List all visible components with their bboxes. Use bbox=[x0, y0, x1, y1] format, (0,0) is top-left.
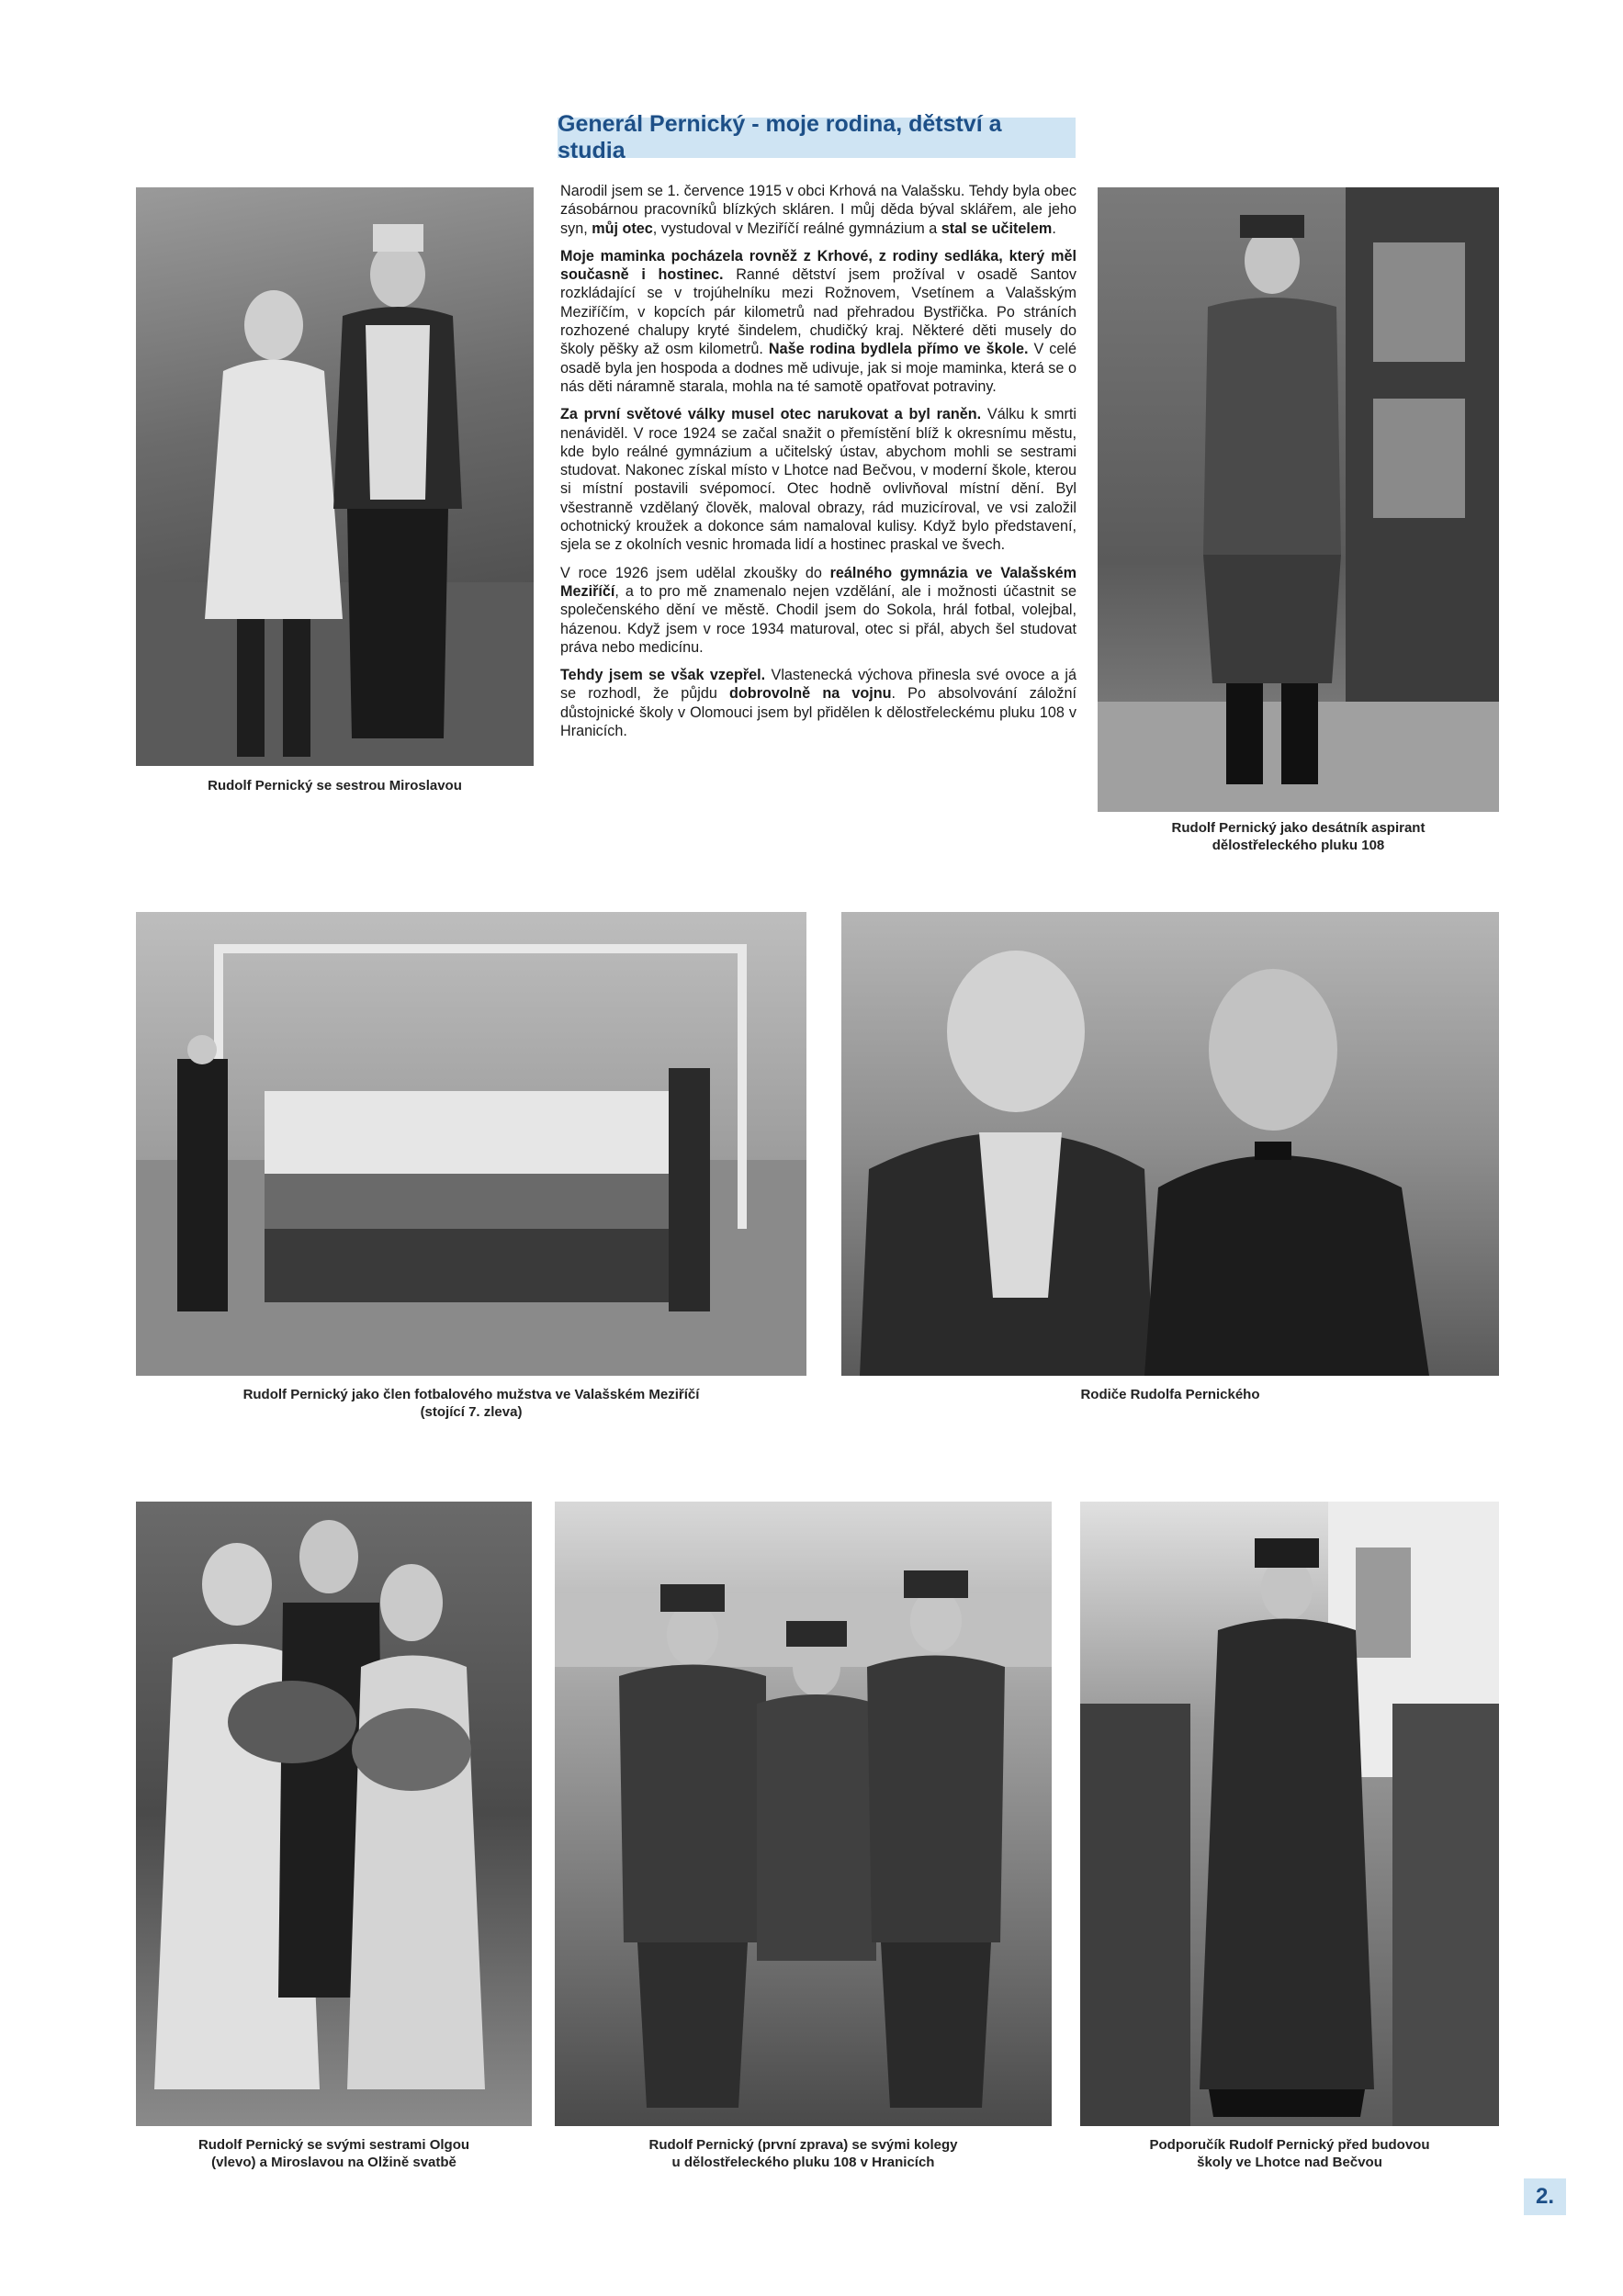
photo-parents bbox=[841, 912, 1499, 1376]
caption-line: Rodiče Rudolfa Pernického bbox=[1080, 1387, 1260, 1402]
text-run: Vlastenecká výchova přinesla své ovoce a já se rozhodl, že půjdu bbox=[560, 667, 1076, 703]
caption-line: Rudolf Pernický se svými sestrami Olgou bbox=[197, 2137, 470, 2153]
caption-line: Rudolf Pernický (první zprava) se svými kolegy bbox=[648, 2137, 958, 2153]
photo-sister-folk-costume bbox=[136, 187, 534, 766]
bold-run: můj otec bbox=[592, 219, 653, 237]
text-run: Ranné dětství jsem prožíval v osadě Santov rozkládající se v trojúhelníku mezi Rožnovem, Vsetínem a Valašským Meziříčím, v kopcích pár kilometrů nad přehradou Bystřička. Po stráních rozhozené chalupy kryté šindelem, chudičký kraj. Některé děti musely do školy pěšky až osm kilometrů. bbox=[560, 266, 1076, 358]
caption-sister bbox=[136, 777, 534, 794]
bold-run: Tehdy jsem se však vzepřel. bbox=[560, 667, 766, 684]
caption-line: Rudolf Pernický jako desátník aspirant bbox=[1171, 820, 1426, 836]
text-run: Válku k smrti nenáviděl. V roce 1924 se začal snažit o přemístění blíž k okresnímu městu, kde bylo reálné gymnázium a učitelský ústav, abychom mohli se sestrami studovat. Nakonec získal místo v Lhotce nad Bečvou, v moderní škole, kterou si místní postavili svépomocí. Otec hodně ovlivňoval místní dění. Byl všestranně vzdělaný člověk, maloval obrazy, rád muzicíroval, ve vsi založil ochotnický kroužek a dokonce sám namaloval kulisy. Když bylo představení, sjela se z okolních vesnic hromada lidí a hostinec praskal ve švech. bbox=[560, 406, 1076, 554]
caption-football bbox=[136, 1386, 806, 1421]
page-title: Generál Pernický - moje rodina, dětství a studia bbox=[558, 118, 1076, 158]
caption-corporal bbox=[1098, 819, 1499, 854]
caption-colleagues bbox=[555, 2136, 1052, 2171]
bold-run: Moje maminka pocházela rovněž z Krhové, z rodiny sedláka, který měl současně i hostinec. bbox=[560, 247, 1076, 284]
photo-wedding bbox=[136, 1502, 532, 2126]
bold-run: stal se učitelem bbox=[941, 219, 1053, 237]
article-paragraph bbox=[560, 405, 1076, 554]
page-number: 2. bbox=[1524, 2178, 1566, 2215]
text-run: . bbox=[1052, 219, 1056, 237]
photo-second-lieutenant bbox=[1080, 1502, 1499, 2126]
caption-lieutenant bbox=[1080, 2136, 1499, 2171]
photo-corporal-aspirant bbox=[1098, 187, 1499, 812]
bold-run: dobrovolně na vojnu bbox=[729, 685, 892, 703]
caption-line: Rudolf Pernický jako člen fotbalového mužstva ve Valašském Meziříčí bbox=[242, 1387, 700, 1402]
text-run: V roce 1926 jsem udělal zkoušky do bbox=[560, 564, 830, 581]
photo-colleagues bbox=[555, 1502, 1052, 2126]
photo-football-team bbox=[136, 912, 806, 1376]
caption-parents bbox=[841, 1386, 1499, 1403]
text-run: . Po absolvování záložní důstojnické školy v Olomouci jsem byl přidělen k dělostřeleckému pluku 108 v Hranicích. bbox=[560, 685, 1076, 740]
text-run: , vystudoval v Meziříčí reálné gymnázium a bbox=[652, 219, 941, 237]
bold-run: Za první světové války musel otec narukovat a byl raněn. bbox=[560, 406, 982, 423]
text-run: V celé osadě byla jen hospoda a dodnes mě udivuje, jak si moje maminka, která se o nás děti náramně starala, mohla na té samotě opatřovat potraviny. bbox=[560, 341, 1076, 395]
caption-line: školy ve Lhotce nad Bečvou bbox=[1197, 2155, 1382, 2170]
article-paragraph bbox=[560, 666, 1076, 740]
bold-run: Naše rodina bydlela přímo ve škole. bbox=[768, 341, 1029, 358]
caption-wedding bbox=[136, 2136, 532, 2171]
caption-line: Rudolf Pernický se sestrou Miroslavou bbox=[208, 778, 462, 793]
article-text bbox=[560, 182, 1076, 749]
caption-line: (vlevo) a Miroslavou na Olžině svatbě bbox=[211, 2155, 456, 2170]
caption-line: u dělostřeleckého pluku 108 v Hranicích bbox=[671, 2155, 935, 2170]
article-paragraph bbox=[560, 247, 1076, 396]
caption-line: (stojící 7. zleva) bbox=[420, 1404, 523, 1420]
bold-run: reálného gymnázia ve Valašském Meziříčí bbox=[560, 564, 1076, 600]
article-paragraph bbox=[560, 564, 1076, 657]
caption-line: dělostřeleckého pluku 108 bbox=[1212, 838, 1385, 853]
caption-line: Podporučík Rudolf Pernický před budovou bbox=[1149, 2137, 1430, 2153]
text-run: , a to pro mě znamenalo nejen vzdělání, ale i možnosti účastnit se společenského dění ve městě. Chodil jsem do Sokola, hrál fotbal, volejbal, házenou. Když jsem v roce 1934 maturoval, otec si přál, abych šel studovat práva nebo medicínu. bbox=[560, 582, 1076, 656]
article-paragraph bbox=[560, 182, 1076, 238]
text-run: Narodil jsem se 1. července 1915 v obci Krhová na Valašsku. Tehdy byla obec zásobárnou pracovníků blízkých skláren. I můj děda býval sklářem, ale jeho syn, bbox=[560, 183, 1076, 237]
